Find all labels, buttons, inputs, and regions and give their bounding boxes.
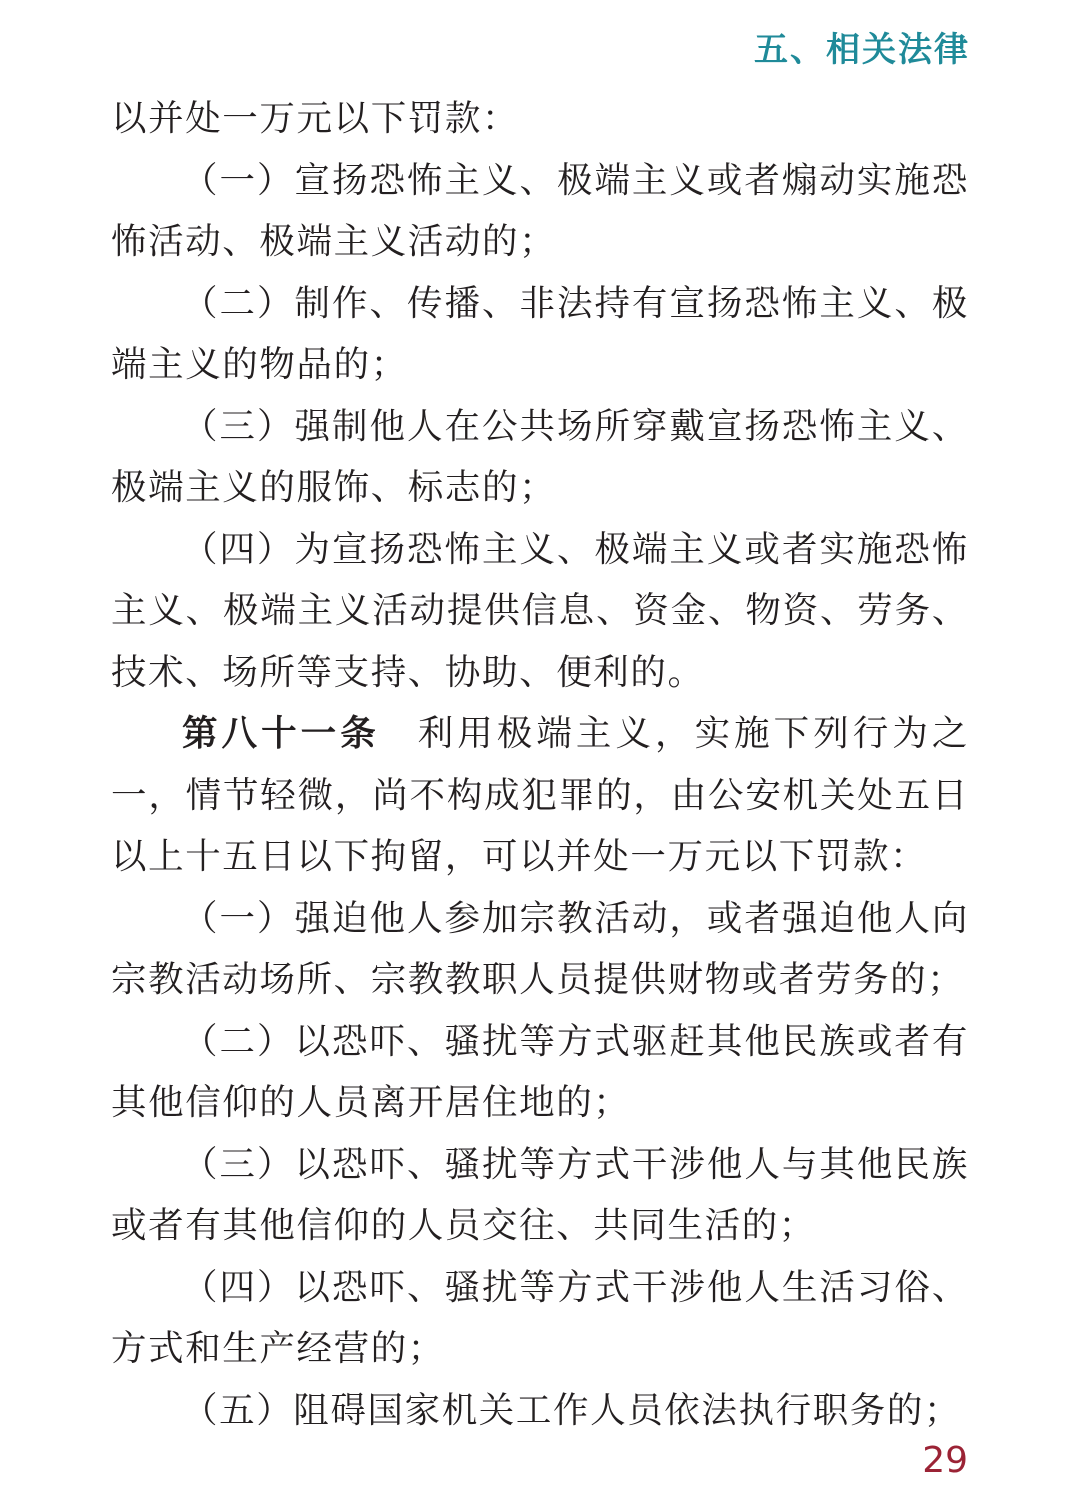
article-text: 利用极端主义，实施下列行为之一，情节轻微，尚不构成犯罪的，由公安机关处五日以上十五日以下拘留，可以并处一万元以下罚款： [111,713,969,877]
paragraph-continuation: 以并处一万元以下罚款： [111,98,520,139]
list-item: （三）以恐吓、骚扰等方式干涉他人与其他民族或者有其他信仰的人员交往、共同生活的； [111,1143,969,1246]
list-item: （二）以恐吓、骚扰等方式驱赶其他民族或者有其他信仰的人员离开居住地的； [111,1020,969,1123]
page-number: 29 [922,1440,968,1481]
list-item: （四）为宣扬恐怖主义、极端主义或者实施恐怖主义、极端主义活动提供信息、资金、物资、劳务、技术、场所等支持、协助、便利的。 [111,528,969,693]
article-paragraph [111,703,969,888]
list-item: （二）制作、传播、非法持有宣扬恐怖主义、极端主义的物品的； [111,282,969,385]
list-item: （五）阻碍国家机关工作人员依法执行职务的； [182,1389,962,1431]
document-body [111,88,969,1441]
article-label: 第八十一条 [182,713,380,754]
list-item: （一）强迫他人参加宗教活动，或者强迫他人向宗教活动场所、宗教教职人员提供财物或者劳务的； [111,897,969,1000]
section-header: 五、相关法律 [754,30,970,70]
list-item: （三）强制他人在公共场所穿戴宣扬恐怖主义、极端主义的服饰、标志的； [111,405,969,508]
list-item: （四）以恐吓、骚扰等方式干涉他人生活习俗、方式和生产经营的； [111,1266,969,1369]
list-item: （一）宣扬恐怖主义、极端主义或者煽动实施恐怖活动、极端主义活动的； [111,159,969,262]
